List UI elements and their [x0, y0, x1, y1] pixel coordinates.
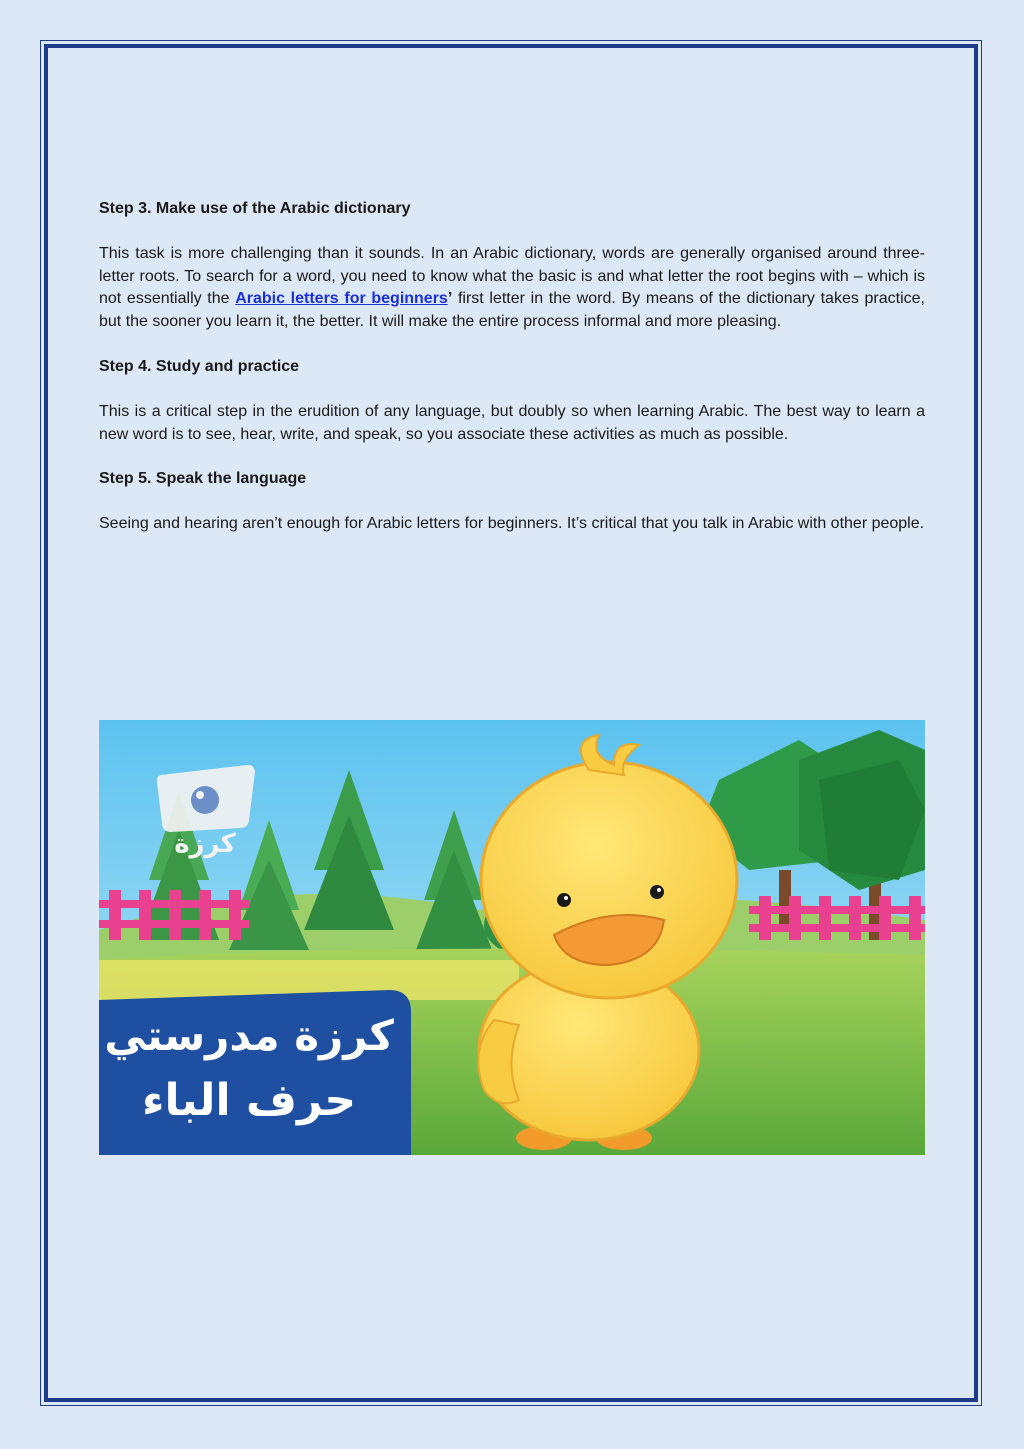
step3-heading: Step 3. Make use of the Arabic dictionary: [99, 200, 411, 217]
link-apostrophe: ’: [447, 290, 453, 308]
step5-heading: Step 5. Speak the language: [99, 470, 307, 488]
arabic-letters-link[interactable]: Arabic letters for beginners: [235, 290, 448, 308]
step3-text-start: This task is more challenging than it sounds. In an Arabic dictionary, words are generally organised around three-letter roots. To search for a word, you need to know what the basic is and what letter the root begins with – which is not essentially the: [99, 244, 925, 308]
step3-text-end: first letter in the word. By means of the dictionary takes practice, but the sooner you learn it, the better. It will make the entire process informal and more pleasing.: [99, 290, 925, 331]
duck-illustration: [99, 720, 925, 1155]
banner-title-line2: حرف الباء: [141, 1075, 357, 1126]
article-body: [99, 198, 925, 558]
step4-paragraph: This is a critical step in the erudition of any language, but doubly so when learning Arabic. The best way to learn a new word is to see, hear, write, and speak, so you associate these activities as much as possible.: [99, 402, 925, 443]
step5-paragraph: Seeing and hearing aren’t enough for Arabic letters for beginners. It’s critical that you talk in Arabic with other people.: [99, 515, 925, 533]
step3-paragraph: [99, 243, 925, 334]
logo-text: كرزة: [174, 829, 236, 859]
banner-title-line1: كرزة مدرستي: [104, 1011, 394, 1060]
title-banner: [99, 990, 411, 1155]
step4-heading: Step 4. Study and practice: [99, 357, 300, 375]
